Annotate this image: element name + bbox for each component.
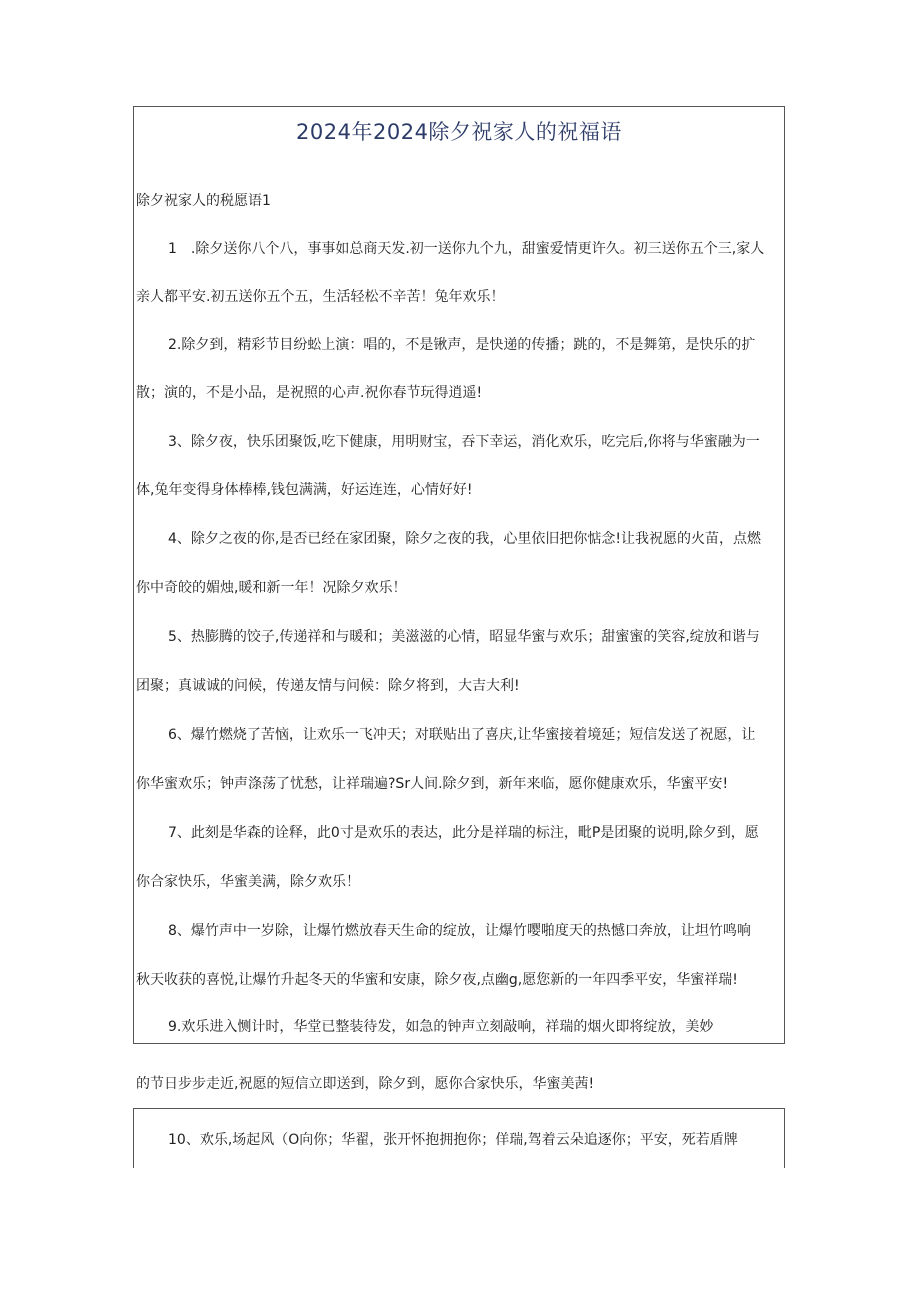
- paragraph-line: 你合家快乐，华蜜美满，除夕欢乐！: [136, 874, 360, 890]
- paragraph-line: 8、爆竹声中一岁除，让爆竹燃放春天生命的绽放，让爆竹嘤啪度天的热憾口奔放，让坦竹鸣响: [168, 923, 751, 939]
- paragraph-line: 团聚；真诚诚的问候，传递友情与问候：除夕将到，大吉大利!: [136, 678, 520, 694]
- paragraph-line: 4、除夕之夜的你,是否已经在家团聚，除夕之夜的我，心里依旧把你惦念!让我祝愿的火苗，点燃: [168, 531, 761, 547]
- paragraph-line: 散；演的，不是小品，是祝照的心声.祝你春节玩得逍遥!: [136, 385, 483, 401]
- paragraph-line: 10、欢乐,场起风（O向你；华翟，张开怀抱拥抱你；佯瑞,驾着云朵追逐你；平安，死若盾牌: [168, 1132, 738, 1148]
- paragraph-line: 2.除夕到，精彩节目纷蚣上演：唱的，不是锹声，是快递的传播；跳的，不是舞第，是快乐的扩: [168, 337, 756, 353]
- paragraph-line: 9.欢乐进入恻计时，华堂已整装待发，如急的钟声立刻敲响，祥瑞的烟火即将绽放，美妙: [168, 1019, 714, 1035]
- paragraph-line: 亲人都平安.初五送你五个五，生活轻松不辛苦！兔年欢乐！: [136, 289, 505, 305]
- document-title: 2024年2024除夕祝家人的祝福语: [296, 120, 622, 144]
- paragraph-line: 你华蜜欢乐；钟声涤荡了忧愁，让祥瑞遍?Sr人间.除夕到，新年来临，愿你健康欢乐，华蜜平安!: [136, 776, 729, 792]
- paragraph-line: 1 .除夕送你八个八，事事如总商天发.初一送你九个九，甜蜜爱情更许久。初三送你五个三,家人: [168, 241, 765, 257]
- paragraph-line: 秋天收获的喜悦,让爆竹升起冬天的华蜜和安康，除夕夜,点幽g,愿您新的一年四季平安，华蜜祥瑞!: [136, 972, 738, 988]
- paragraph-line: 你中奇皎的媚烛,暖和新一年！况除夕欢乐！: [136, 580, 407, 596]
- paragraph-line: 的节日步步走近,祝愿的短信立即送到，除夕到，愿你合家快乐，华蜜美茜!: [136, 1076, 595, 1092]
- section-heading: 除夕祝家人的税愿语1: [136, 193, 271, 209]
- paragraph-line: 3、除夕夜，快乐团聚饭,吃下健康，用明财宝，吞下幸运，消化欢乐，吃完后,你将与华蜜融为一: [168, 434, 760, 450]
- paragraph-line: 5、热膨腾的饺子,传递祥和与暖和；美滋滋的心情，昭显华蜜与欢乐；甜蜜蜜的笑容,绽放和谐与: [168, 629, 760, 645]
- paragraph-line: 6、爆竹燃烧了苦恼，让欢乐一飞冲天；对联贴出了喜庆,让华蜜接着境延；短信发送了祝愿，让: [168, 727, 756, 743]
- paragraph-line: 体,兔年变得身体棒棒,钱包满满，好运连连，心情好好!: [136, 482, 473, 498]
- paragraph-line: 7、此刻是华森的诠释，此0寸是欢乐的表达，此分是祥瑞的标注，毗P是团聚的说明,除夕到，愿: [168, 825, 759, 841]
